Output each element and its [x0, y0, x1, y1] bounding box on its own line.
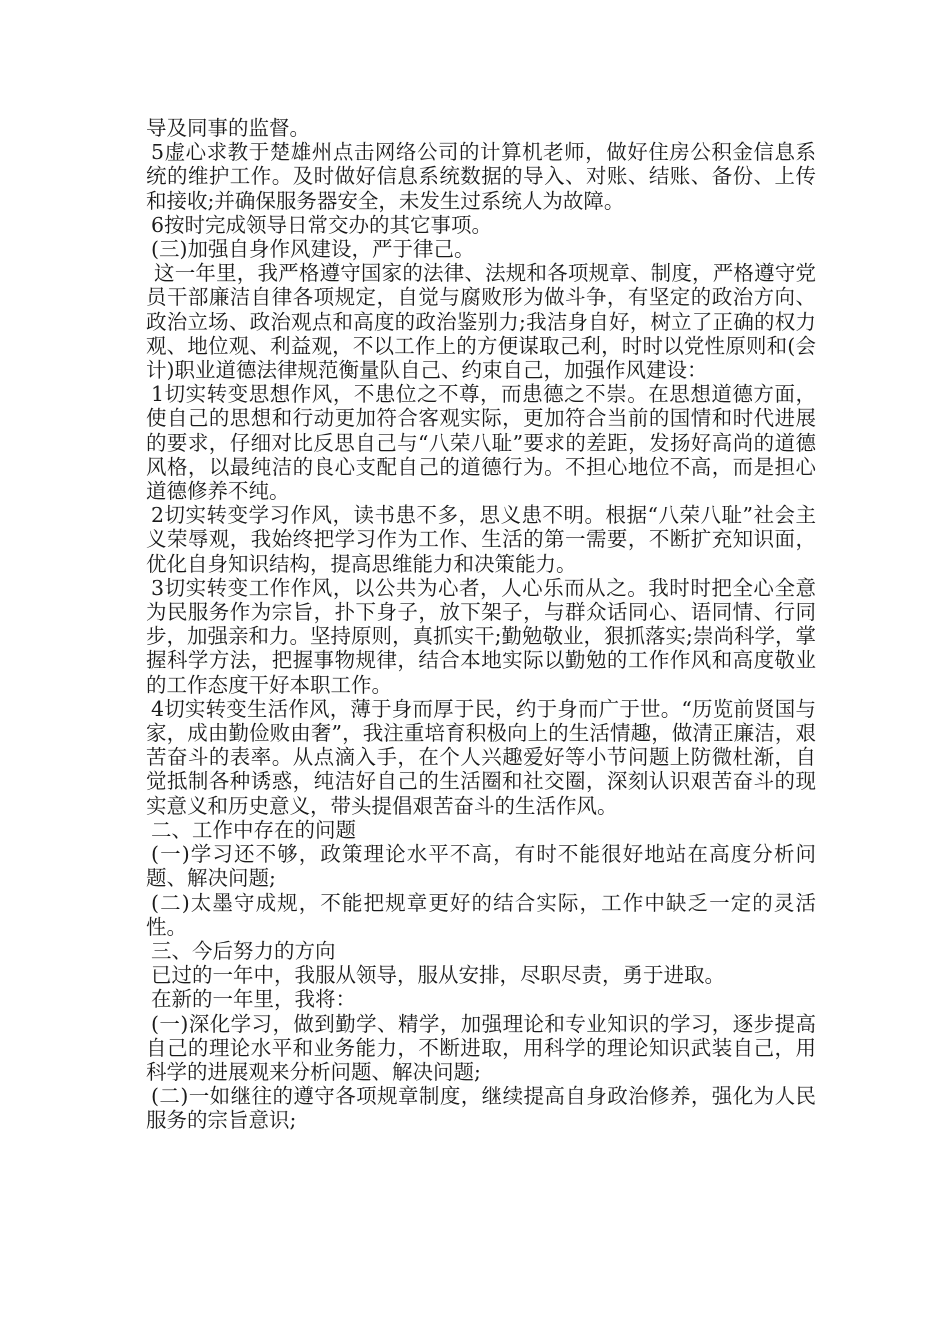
- paragraph: 6按时完成领导日常交办的其它事项。: [151, 212, 493, 237]
- paragraph: 4切实转变生活作风，薄于身而厚于民，约于身而广于世。“历览前贤国与家，成由勤俭败由奢”，我注重培育积极向上的生活情趣，做清正廉洁，艰苦奋斗的表率。从点滴入手，在个人兴趣爱好等小节问题上防微杜渐，自觉抵制各种诱惑，纯洁好自己的生活圈和社交圈，深刻认识艰苦奋斗的现实意义和历史意义，带头提倡艰苦奋斗的生活作风。: [146, 696, 816, 818]
- paragraph: 在新的一年里，我将：: [151, 987, 356, 1012]
- paragraph: 这一年里，我严格遵守国家的法律、法规和各项规章、制度，严格遵守党员干部廉洁自律各项规定，自觉与腐败形为做斗争，有坚定的政治方向、政治立场、政治观点和高度的政治鉴别力;我洁身自好，树立了正确的权力观、地位观、利益观，不以工作上的方便谋取己利，时时以党性原则和(会计)职业道德法律规范衡量队自己、约束自己，加强作风建设：: [146, 261, 816, 383]
- paragraph: 1切实转变思想作风，不患位之不尊，而患德之不崇。在思想道德方面，使自己的思想和行动更加符合客观实际，更加符合当前的国情和时代进展的要求，仔细对比反思自己与“八荣八耻”要求的差距，发扬好高尚的道德风格，以最纯洁的良心支配自己的道德行为。不担心地位不高，而是担心道德修养不纯。: [146, 382, 816, 504]
- paragraph: 5虚心求教于楚雄州点击网络公司的计算机老师，做好住房公积金信息系统的维护工作。及时做好信息系统数据的导入、对账、结账、备份、上传和接收;并确保服务器安全，未发生过系统人为故障。: [146, 140, 816, 213]
- section-heading: 二、工作中存在的问题: [151, 817, 356, 842]
- paragraph: (二)太墨守成规，不能把规章更好的结合实际，工作中缺乏一定的灵活性。: [146, 890, 816, 939]
- section-heading: (三)加强自身作风建设，严于律己。: [151, 237, 475, 262]
- section-heading: 三、今后努力的方向: [151, 938, 336, 963]
- paragraph: 2切实转变学习作风，读书患不多，思义患不明。根据“八荣八耻”社会主义荣辱观，我始终把学习作为工作、生活的第一需要，不断扩充知识面，优化自身知识结构，提高思维能力和决策能力。: [146, 503, 816, 576]
- paragraph: (一)深化学习，做到勤学、精学，加强理论和专业知识的学习，逐步提高自己的理论水平和业务能力，不断进取，用科学的理论知识武装自己，用科学的进展观来分析问题、解决问题;: [146, 1011, 816, 1084]
- document-body: [146, 116, 816, 1133]
- paragraph: 导及同事的监督。: [146, 116, 310, 140]
- paragraph: (二)一如继往的遵守各项规章制度，继续提高自身政治修养，强化为人民服务的宗旨意识;: [146, 1084, 816, 1133]
- paragraph: 3切实转变工作作风，以公共为心者，人心乐而从之。我时时把全心全意为民服务作为宗旨，扑下身子，放下架子，与群众话同心、语同情、行同步，加强亲和力。坚持原则，真抓实干;勤勉敬业，狠抓落实;崇尚科学，掌握科学方法，把握事物规律，结合本地实际以勤勉的工作作风和高度敬业的工作态度干好本职工作。: [146, 575, 816, 697]
- paragraph: 已过的一年中，我服从领导，服从安排，尽职尽责，勇于进取。: [151, 963, 725, 988]
- paragraph: (一)学习还不够，政策理论水平不高，有时不能很好地站在高度分析问题、解决问题;: [146, 842, 816, 891]
